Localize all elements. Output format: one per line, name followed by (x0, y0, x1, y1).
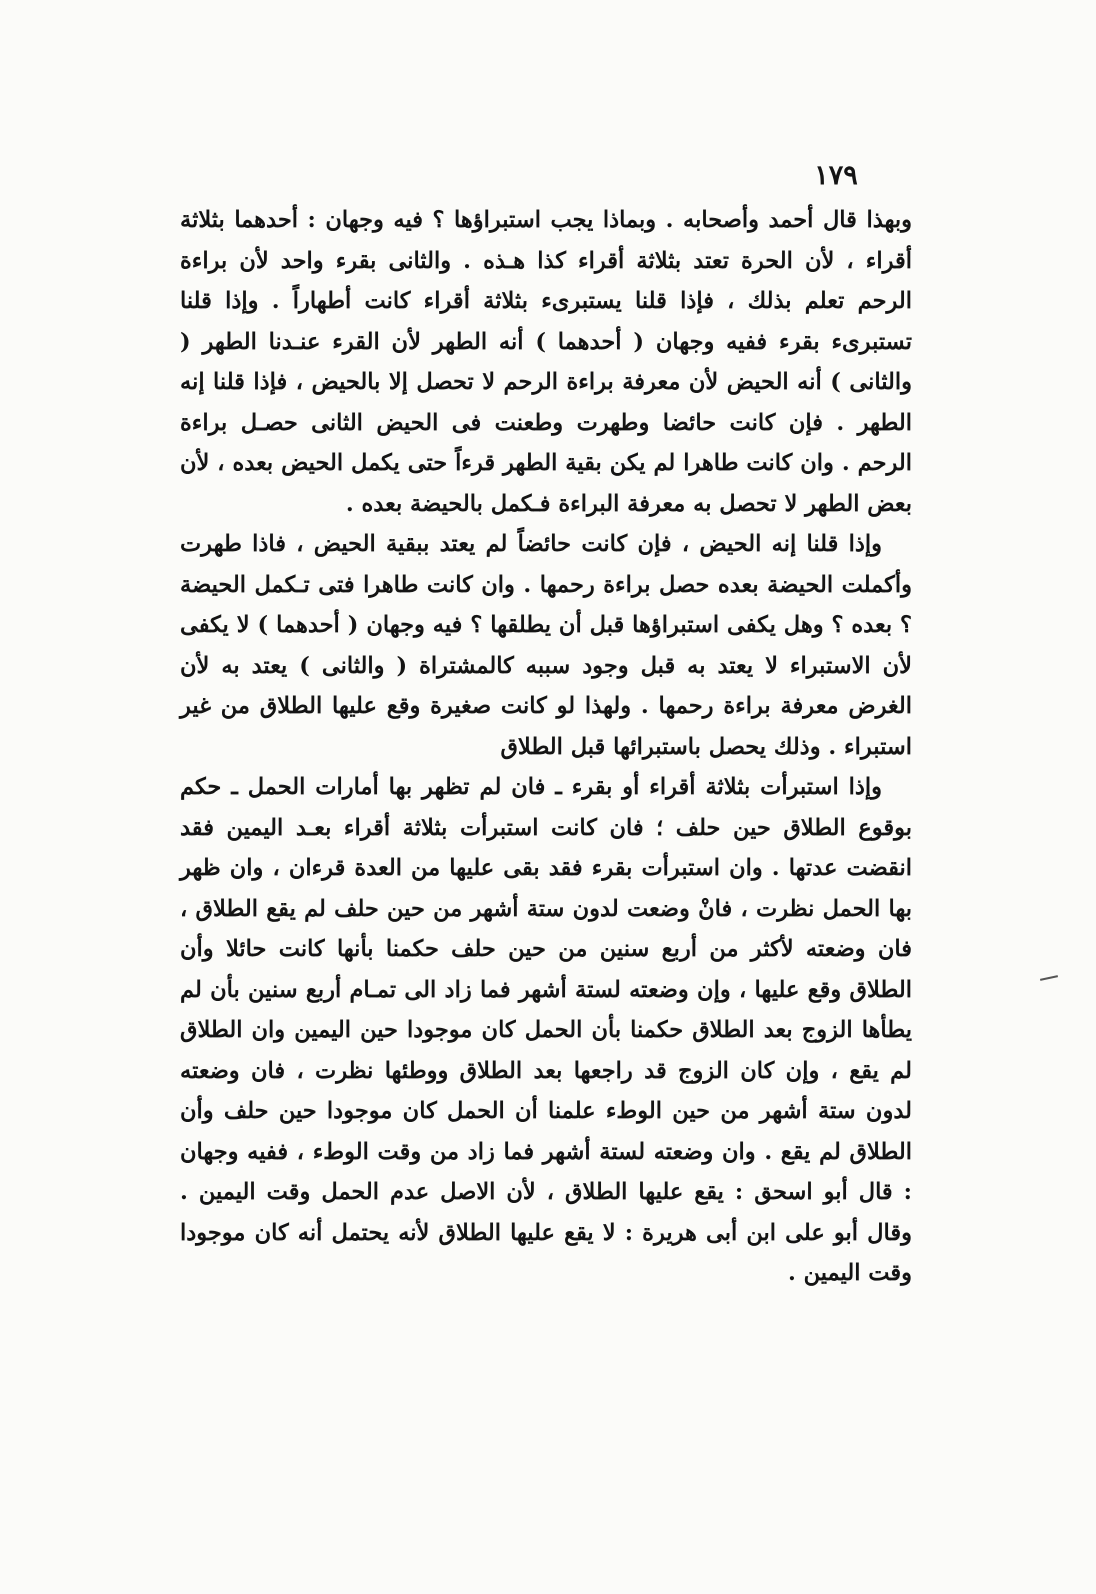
page-body (180, 200, 912, 1294)
paragraph: وإذا قلنا إنه الحيض ، فإن كانت حائضاً لم يعتد ببقية الحيض ، فاذا طهرت وأكملت الحيضة بعده حصل براءة رحمها . وان كانت طاهرا فتى تـكمل الحيضة ؟ بعده ؟ وهل يكفى استبراؤها قبل أن يطلقها ؟ فيه وجهان ( أحدهما ) لا يكفى لأن الاستبراء لا يعتد به قبل وجود سببه كالمشتراة ( والثانى ) يعتد به لأن الغرض معرفة براءة رحمها . ولهذا لو كانت صغيرة وقع عليها الطلاق من غير استبراء . وذلك يحصل باستبرائها قبل الطلاق (180, 531, 912, 760)
paragraph: وإذا استبرأت بثلاثة أقراء أو بقرء ـ فان لم تظهر بها أمارات الحمل ـ حكم بوقوع الطلاق حين حلف ؛ فان كانت استبرأت بثلاثة أقراء بعـد اليمين فقد انقضت عدتها . وان استبرأت بقرء فقد بقى عليها من العدة قرءان ، وان ظهر بها الحمل نظرت ، فانْ وضعت لدون ستة أشهر من حين حلف لم يقع الطلاق ، فان وضعته لأكثر من أربع سنين من حين حلف حكمنا بأنها كانت حائلا وأن الطلاق وقع عليها ، وإن وضعته لستة أشهر فما زاد الى تمـام أربع سنين بأن لم يطأها الزوج بعد الطلاق حكمنا بأن الحمل كان موجودا حين اليمين وان الطلاق لم يقع ، وإن كان الزوج قد راجعها بعد الطلاق ووطئها نظرت ، فان وضعته لدون ستة أشهر من حين الوطء علمنا أن الحمل كان موجودا حين حلف وأن الطلاق لم يقع . وان وضعته لستة أشهر فما زاد من وقت الوطء ، ففيه وجهان : قال أبو اسحق : يقع عليها الطلاق ، لأن الاصل عدم الحمل وقت اليمين . وقال أبو على ابن أبى هريرة : لا يقع عليها الطلاق لأنه يحتمل أنه كان موجودا وقت اليمين . (180, 774, 912, 1286)
page-number: ١٧٩ (814, 160, 858, 191)
paragraph: وبهذا قال أحمد وأصحابه . وبماذا يجب استبراؤها ؟ فيه وجهان : أحدهما بثلاثة أقراء ، لأن الحرة تعتد بثلاثة أقراء كذا هـذه . والثانى بقرء واحد لأن براءة الرحم تعلم بذلك ، فإذا قلنا يستبرىء بثلاثة أقراء كانت أطهاراً . وإذا قلنا تستبرىء بقرء ففيه وجهان ( أحدهما ) أنه الطهر لأن القرء عنـدنا الطهر ( والثانى ) أنه الحيض لأن معرفة براءة الرحم لا تحصل إلا بالحيض ، فإذا قلنا إنه الطهر . فإن كانت حائضا وطهرت وطعنت فى الحيض الثانى حصـل براءة الرحم . وان كانت طاهرا لم يكن بقية الطهر قرءاً حتى يكمل الحيض بعده ، لأن بعض الطهر لا تحصل به معرفة البراءة فـكمل بالحيضة بعده . (180, 207, 912, 517)
margin-mark (1040, 975, 1058, 981)
